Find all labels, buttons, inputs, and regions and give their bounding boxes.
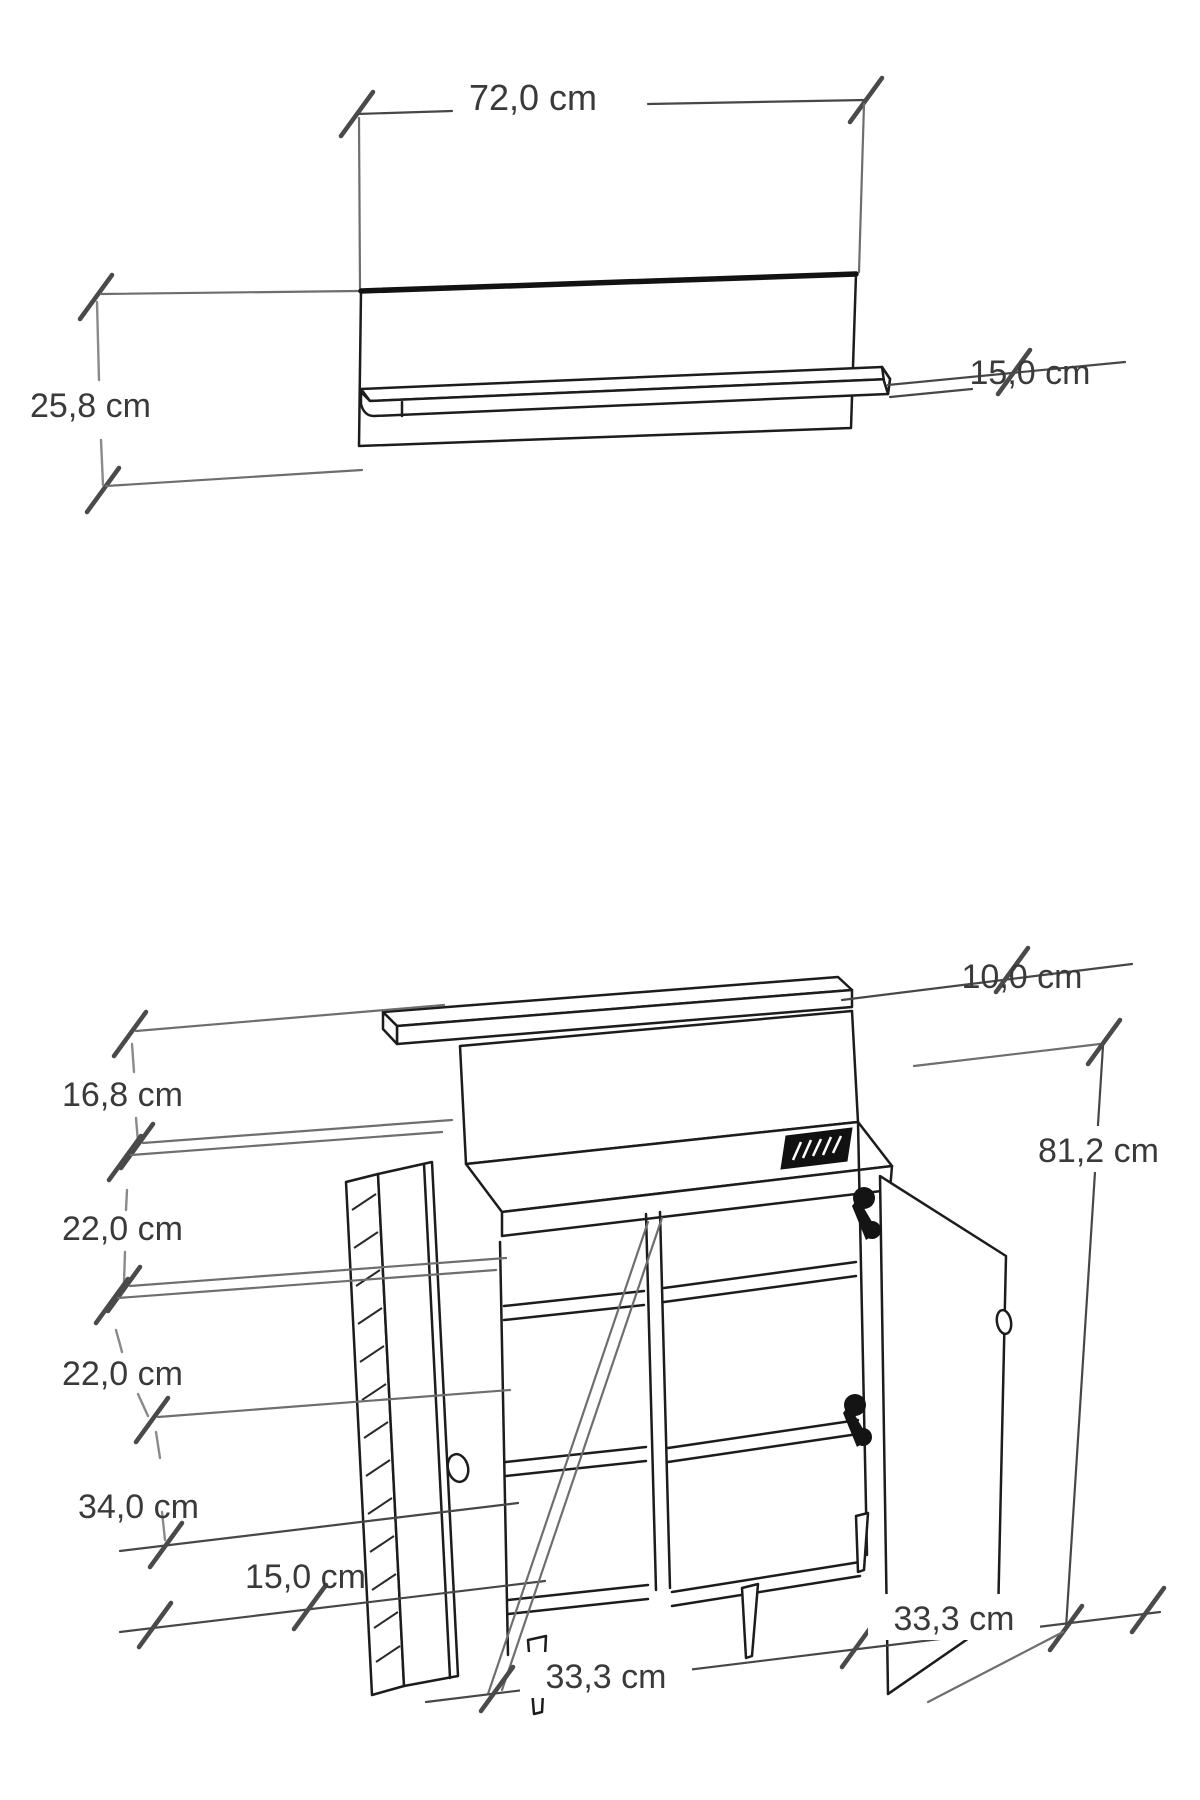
- dim-label-total-height: 81,2 cm: [1038, 1132, 1159, 1170]
- middle-divider: [646, 1212, 670, 1590]
- dim-label-riser-height: 16,8 cm: [62, 1076, 183, 1114]
- dimension-tick: [1132, 1588, 1164, 1632]
- cabinet-interior: [500, 1212, 860, 1655]
- dim-label-middle-compartment: 22,0 cm: [62, 1355, 183, 1393]
- hinge-icon: [843, 1394, 872, 1447]
- dimension-tick: [109, 1136, 141, 1180]
- right-compartment-shelf-lower: [668, 1420, 858, 1462]
- dim-label-leg-clearance: 15,0 cm: [245, 1558, 366, 1596]
- cabinet-top-shelf-depth-dimension: [842, 948, 1132, 1000]
- dimension-tick: [136, 1398, 168, 1442]
- dim-label-top-shelf-depth: 10,0 cm: [961, 958, 1083, 996]
- dim-label-left-door-width: 33,3 cm: [545, 1658, 667, 1696]
- dimension-tick: [96, 1279, 128, 1323]
- dimension-tick: [114, 1012, 146, 1056]
- dim-label-shelf-width: 72,0 cm: [468, 77, 598, 118]
- hinge-icon: [852, 1187, 881, 1240]
- dim-label-shelf-depth: 15,0 cm: [969, 354, 1091, 392]
- dimension-tick: [80, 275, 112, 319]
- shelf-back-panel: [359, 274, 856, 446]
- dim-label-upper-compartment: 22,0 cm: [62, 1210, 183, 1248]
- shelf-height-dimension: [30, 275, 362, 512]
- shelf-width-dimension: [341, 77, 882, 288]
- leg: [742, 1584, 758, 1658]
- dim-label-shelf-height: 25,8 cm: [30, 387, 151, 425]
- dim-label-lower-compartment: 34,0 cm: [78, 1488, 199, 1526]
- leg: [856, 1513, 868, 1572]
- wall-shelf-drawing: [30, 77, 1125, 512]
- dimension-tick: [481, 1667, 513, 1711]
- left-inner-wall: [500, 1242, 508, 1655]
- dimension-tick: [1088, 1020, 1120, 1064]
- right-compartment-bottom: [672, 1562, 860, 1606]
- dim-label-right-door-width: 33,3 cm: [893, 1600, 1015, 1638]
- cabinet-drawing: [62, 948, 1190, 1714]
- left-door-open: [346, 1162, 471, 1695]
- shelf-depth-dimension: [888, 350, 1125, 397]
- dimension-tick: [139, 1603, 171, 1647]
- right-compartment-shelf-upper: [664, 1262, 856, 1302]
